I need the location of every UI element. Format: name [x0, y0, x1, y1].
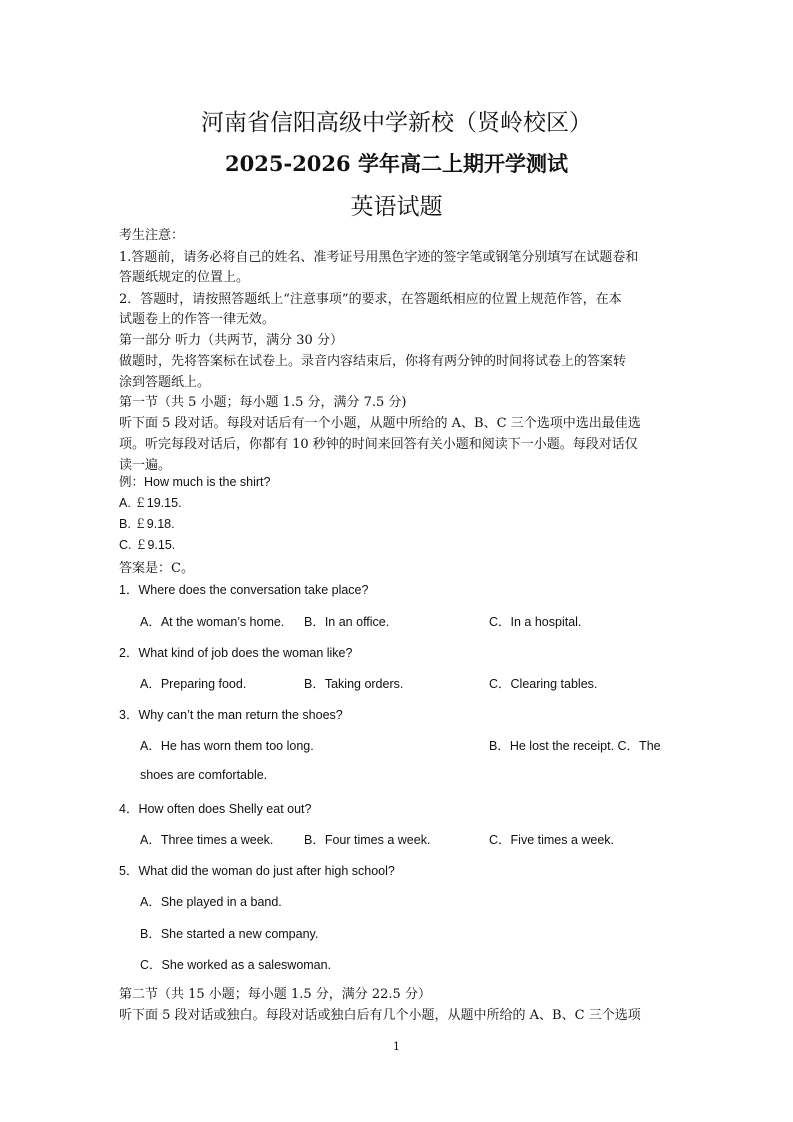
page-number: 1 [393, 1040, 400, 1053]
question-5-option-a: A．She played in a band. [140, 895, 282, 909]
question-2-option-b: B．Taking orders. [304, 677, 404, 691]
term-title: 2025-2026 学年高二上期开学测试 [225, 151, 568, 176]
section1-instruction-line-2: 项。听完每段对话后，你都有 10 秒钟的时间来回答有关小题和阅读下一小题。每段对话仅 [119, 437, 638, 452]
example-option-a: A. ￡19.15. [119, 496, 182, 510]
notice-item-1-line-2: 答题纸规定的位置上。 [119, 270, 250, 285]
question-3-option-a: A．He has worn them too long. [140, 739, 314, 753]
example-option-c: C. ￡9.15. [119, 538, 176, 552]
question-1-option-a: A．At the woman’s home. [140, 615, 285, 629]
question-2-option-a: A．Preparing food. [140, 677, 247, 691]
section1-instruction-line-1: 听下面 5 段对话。每段对话后有一个小题，从题中所给的 A、B、C 三个选项中选出最佳选 [119, 416, 641, 431]
question-5-option-b: B．She started a new company. [140, 927, 319, 941]
question-3-option-b: B．He lost the receipt. C．The [489, 739, 661, 753]
question-4-option-a: A．Three times a week. [140, 833, 274, 847]
section2-instruction-line-1: 听下面 5 段对话或独白。每段对话或独白后有几个小题，从题中所给的 A、B、C 三个选项 [119, 1008, 641, 1023]
section1-heading: 第一节（共 5 小题；每小题 1.5 分，满分 7.5 分) [119, 395, 407, 410]
notice-title: 考生注意： [119, 228, 185, 243]
part1-instruction-line-1: 做题时，先将答案标在试卷上。录音内容结束后，你将有两分钟的时间将试卷上的答案转 [119, 354, 627, 369]
section2-heading: 第二节（共 15 小题；每小题 1.5 分，满分 22.5 分） [119, 987, 431, 1002]
question-5-option-c: C．She worked as a saleswoman. [140, 958, 332, 972]
part1-heading: 第一部分 听力（共两节，满分 30 分） [119, 333, 343, 348]
example-question: 例：How much is the shirt? [119, 475, 271, 489]
subject-title: 英语试题 [350, 194, 443, 220]
question-4-option-c: C．Five times a week. [489, 833, 615, 847]
part1-instruction-line-2: 涂到答题纸上。 [119, 375, 211, 390]
question-3-option-c: shoes are comfortable. [140, 768, 268, 782]
example-option-b: B. ￡9.18. [119, 517, 175, 531]
example-answer: 答案是：C。 [119, 561, 194, 576]
question-4-option-b: B．Four times a week. [304, 833, 431, 847]
question-1-stem: 1．Where does the conversation take place? [119, 583, 369, 597]
question-4-stem: 4．How often does Shelly eat out? [119, 802, 312, 816]
section1-instruction-line-3: 读一遍。 [119, 458, 172, 473]
question-1-option-c: C．In a hospital. [489, 615, 582, 629]
question-5-stem: 5．What did the woman do just after high school? [119, 864, 395, 878]
notice-item-2-line-2: 试题卷上的作答一律无效。 [119, 312, 276, 327]
question-1-option-b: B．In an office. [304, 615, 390, 629]
school-title: 河南省信阳高级中学新校（贤岭校区） [201, 110, 592, 136]
question-2-stem: 2．What kind of job does the woman like? [119, 646, 353, 660]
notice-item-1-line-1: 1.答题前，请务必将自己的姓名、准考证号用黑色字迹的签字笔或钢笔分别填写在试题卷和 [119, 250, 639, 265]
question-2-option-c: C．Clearing tables. [489, 677, 598, 691]
question-3-stem: 3．Why can’t the man return the shoes? [119, 708, 343, 722]
notice-item-2-line-1: 2．答题时，请按照答题纸上“注意事项”的要求，在答题纸相应的位置上规范作答，在本 [119, 292, 622, 307]
